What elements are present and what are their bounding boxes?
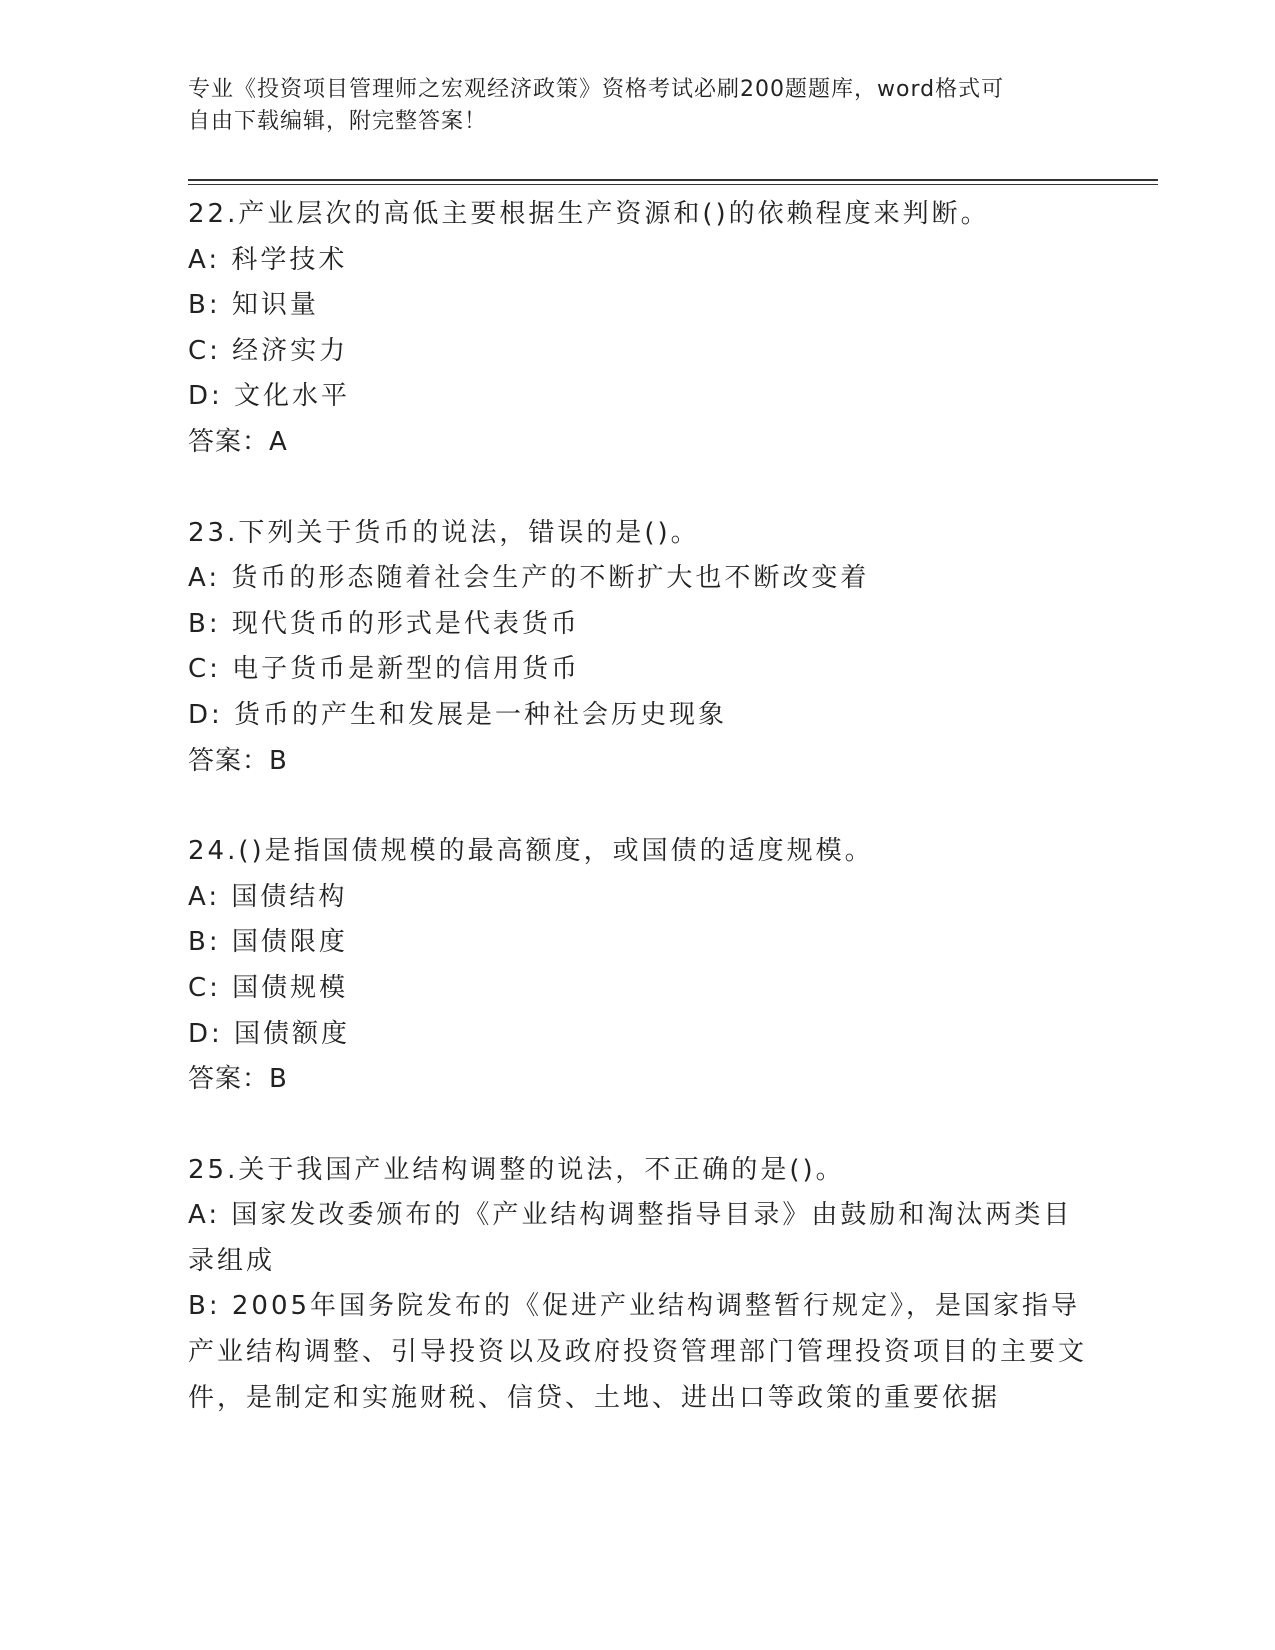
option-b: B: 现代货币的形式是代表货币 [188, 608, 580, 639]
question-25 [188, 1148, 1088, 1422]
header-divider-thick [188, 179, 1158, 181]
option-d: D: 货币的产生和发展是一种社会历史现象 [188, 699, 728, 730]
document-header [188, 74, 1088, 138]
option-c: C: 国债规模 [188, 972, 349, 1003]
answer: 答案：B [188, 745, 288, 776]
option-a: A: 货币的形态随着社会生产的不断扩大也不断改变着 [188, 563, 870, 594]
header-line-1: 专业《投资项目管理师之宏观经济政策》资格考试必刷200题题库，word格式可 [188, 77, 1005, 102]
option-c: C: 电子货币是新型的信用货币 [188, 654, 581, 685]
header-divider-thin [188, 184, 1158, 185]
question-23 [188, 511, 1088, 785]
option-d: D: 国债额度 [188, 1018, 351, 1049]
question-text: 24.()是指国债规模的最高额度，或国债的适度规模。 [188, 836, 874, 867]
option-b: B: 知识量 [188, 290, 319, 321]
question-list [188, 192, 1088, 1466]
answer: 答案：A [188, 426, 288, 457]
question-24 [188, 829, 1088, 1103]
question-text: 25.关于我国产业结构调整的说法，不正确的是()。 [188, 1154, 845, 1185]
option-a: A: 科学技术 [188, 244, 348, 275]
question-text: 22.产业层次的高低主要根据生产资源和()的依赖程度来判断。 [188, 199, 990, 229]
option-d: D: 文化水平 [188, 381, 351, 412]
option-a: A: 国家发改委颁布的《产业结构调整指导目录》由鼓励和淘汰两类目录组成 [188, 1200, 1073, 1276]
question-22 [188, 192, 1088, 466]
option-b: B: 2005年国务院发布的《促进产业结构调整暂行规定》，是国家指导产业结构调整、引导投资以及政府投资管理部门管理投资项目的主要文件，是制定和实施财税、信贷、土地、进出口等政策的重要依据 [188, 1291, 1088, 1413]
answer: 答案：B [188, 1064, 288, 1095]
option-c: C: 经济实力 [188, 335, 349, 366]
option-b: B: 国债限度 [188, 927, 348, 958]
option-a: A: 国债结构 [188, 881, 348, 912]
question-text: 23.下列关于货币的说法，错误的是()。 [188, 517, 700, 548]
header-line-2: 自由下载编辑，附完整答案！ [188, 109, 488, 134]
